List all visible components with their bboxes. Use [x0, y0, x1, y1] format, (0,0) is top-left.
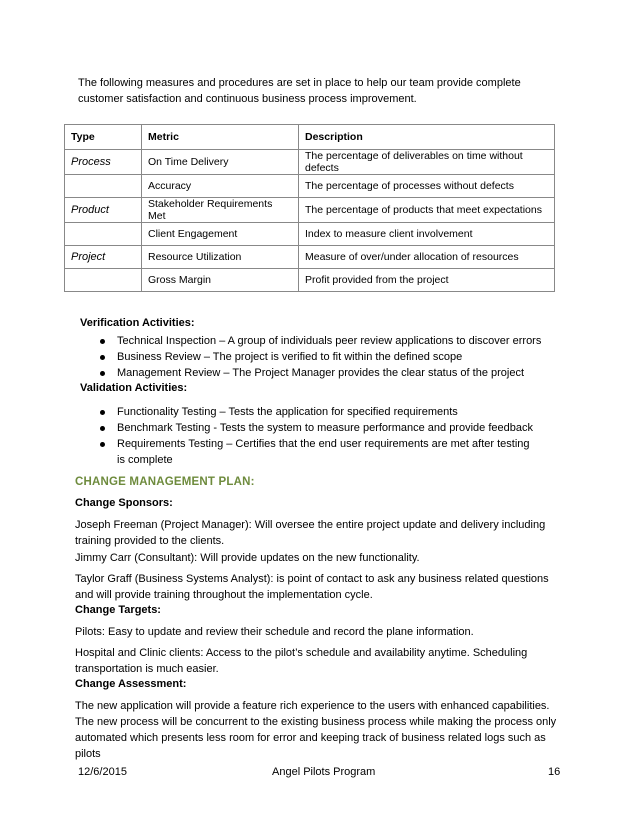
cell-description: Profit provided from the project: [299, 269, 555, 292]
bullet-icon: [100, 442, 105, 447]
list-item: Business Review – The project is verified to fit within the defined scope: [100, 349, 550, 365]
bullet-icon: [100, 410, 105, 415]
sponsor-paragraph: Joseph Freeman (Project Manager): Will oversee the entire project update and delivery including training provided to the clients.: [75, 519, 546, 547]
assessment-paragraph: The new application will provide a feature rich experience to the users with enhanced capabilities. The new process will be concurrent to the existing business process while making the process only automated which presents less room for error and keeping track of business related logs such as pilots: [75, 700, 557, 760]
cell-metric: On Time Delivery: [142, 150, 299, 175]
cell-description: Index to measure client involvement: [299, 223, 555, 246]
cell-description: The percentage of deliverables on time without defects: [299, 150, 555, 175]
footer-title: Angel Pilots Program: [272, 766, 376, 778]
sponsor-paragraph: Taylor Graff (Business Systems Analyst): is point of contact to ask any business related questions and will provide training throughout the implementation cycle.: [75, 573, 549, 601]
cell-metric: Stakeholder Requirements Met: [142, 198, 299, 223]
list-item: Requirements Testing – Certifies that the end user requirements are met after testing is complete: [100, 436, 540, 468]
table-row: [65, 198, 555, 223]
validation-list: [100, 404, 540, 468]
bullet-icon: [100, 355, 105, 360]
cell-type: [65, 269, 142, 292]
cell-metric: Accuracy: [142, 175, 299, 198]
table-header-row: [65, 125, 555, 150]
bullet-icon: [100, 371, 105, 376]
cell-description: Measure of over/under allocation of resources: [299, 246, 555, 269]
cell-description: The percentage of products that meet expectations: [299, 198, 555, 223]
table-row: [65, 223, 555, 246]
column-header-metric: Metric: [142, 125, 299, 150]
change-plan-title: CHANGE MANAGEMENT PLAN:: [75, 476, 255, 488]
targets-heading: Change Targets:: [75, 604, 161, 616]
cell-type: Project: [65, 246, 142, 269]
column-header-type: Type: [65, 125, 142, 150]
table-row: [65, 269, 555, 292]
assessment-heading: Change Assessment:: [75, 678, 187, 690]
table-row: [65, 246, 555, 269]
list-item: Technical Inspection – A group of individuals peer review applications to discover errors: [100, 333, 550, 349]
cell-type: Product: [65, 198, 142, 223]
metrics-table: [64, 124, 555, 292]
verification-heading: Verification Activities:: [80, 317, 195, 329]
verification-list: [100, 333, 550, 381]
cell-metric: Gross Margin: [142, 269, 299, 292]
bullet-icon: [100, 339, 105, 344]
cell-type: [65, 223, 142, 246]
sponsor-paragraph: Jimmy Carr (Consultant): Will provide updates on the new functionality.: [75, 552, 420, 564]
list-item: Functionality Testing – Tests the application for specified requirements: [100, 404, 540, 420]
footer-page-number: 16: [548, 766, 561, 778]
table-row: [65, 150, 555, 175]
validation-heading: Validation Activities:: [80, 382, 188, 394]
bullet-icon: [100, 426, 105, 431]
target-paragraph: Pilots: Easy to update and review their schedule and record the plane information.: [75, 626, 474, 638]
cell-metric: Client Engagement: [142, 223, 299, 246]
cell-metric: Resource Utilization: [142, 246, 299, 269]
column-header-description: Description: [299, 125, 555, 150]
target-paragraph: Hospital and Clinic clients: Access to the pilot’s schedule and availability anytime. Scheduling transportation is much easier.: [75, 647, 528, 675]
list-item: Management Review – The Project Manager provides the clear status of the project: [100, 365, 550, 381]
intro-paragraph: The following measures and procedures are set in place to help our team provide complete customer satisfaction and continuous business process improvement.: [78, 77, 521, 105]
cell-description: The percentage of processes without defects: [299, 175, 555, 198]
cell-type: [65, 175, 142, 198]
sponsors-heading: Change Sponsors:: [75, 497, 173, 509]
table-row: [65, 175, 555, 198]
footer-date: 12/6/2015: [78, 766, 127, 778]
list-item: Benchmark Testing - Tests the system to measure performance and provide feedback: [100, 420, 540, 436]
cell-type: Process: [65, 150, 142, 175]
